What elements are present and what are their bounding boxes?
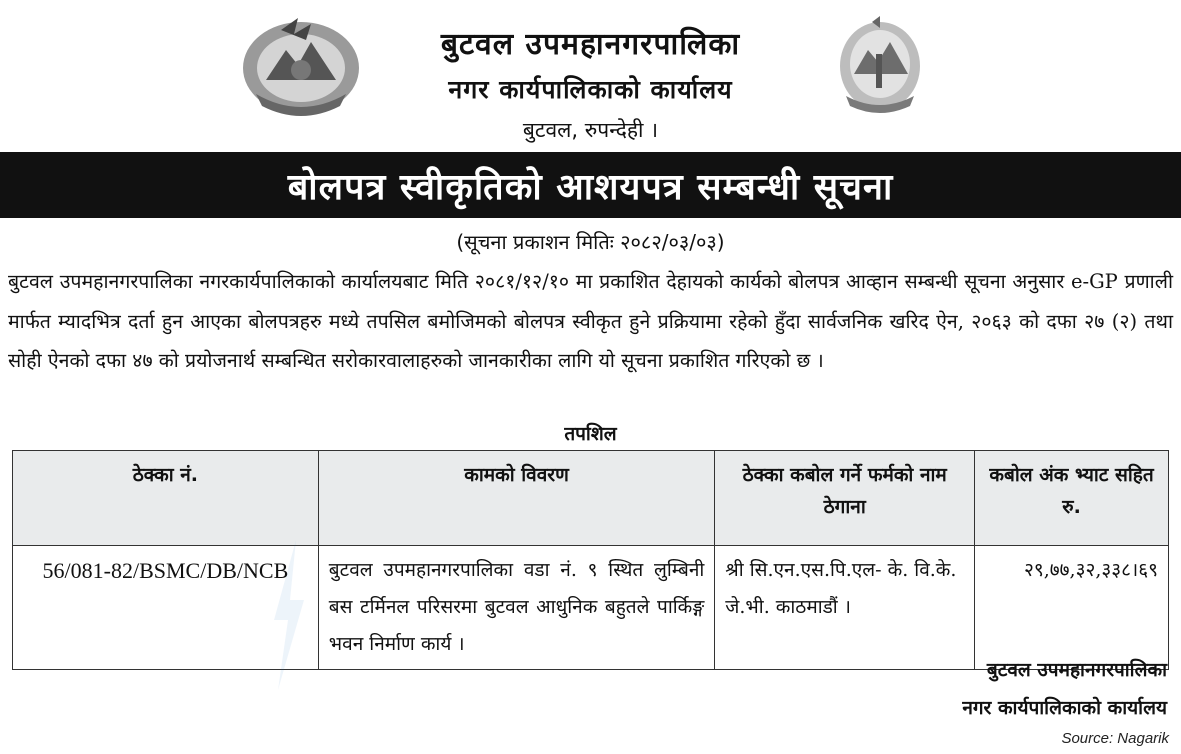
signature-office-name: नगर कार्यपालिकाको कार्यालय: [962, 697, 1167, 719]
table-heading: तपशिल: [564, 423, 617, 445]
column-header: ठेक्का नं.: [13, 451, 319, 546]
source-credit: Source: Nagarik: [1061, 730, 1169, 747]
contract-table: [12, 450, 1169, 670]
office-address: बुटवल, रुपन्देही ।: [522, 118, 659, 142]
office-name: नगर कार्यपालिकाको कार्यालय: [448, 75, 733, 104]
column-header: कामको विवरण: [318, 451, 715, 546]
publish-date: (सूचना प्रकाशन मितिः २०८२/०३/०३): [456, 230, 725, 254]
firm-name-address: श्री सि.एन.एस.पि.एल- के. वि.के. जे.भी. काठमाडौं ।: [715, 546, 975, 670]
signature-org-name: बुटवल उपमहानगरपालिका: [986, 659, 1167, 681]
work-description: बुटवल उपमहानगरपालिका वडा नं. ९ स्थित लुम्बिनी बस टर्मिनल परिसरमा बुटवल आधुनिक बहुतले पार्किङ्ग भवन निर्माण कार्य ।: [318, 546, 715, 670]
contract-number: 56/081-82/BSMC/DB/NCB: [13, 546, 319, 670]
municipality-logo-icon: [836, 14, 924, 114]
table-header-row: [13, 451, 1169, 546]
column-header: कबोल अंक भ्याट सहित रु.: [975, 451, 1169, 546]
watermark-bolt-icon: [268, 540, 308, 690]
column-header: ठेक्का कबोल गर्ने फर्मको नाम ठेगाना: [715, 451, 975, 546]
table-row: [13, 546, 1169, 670]
notice-title: बोलपत्र स्वीकृतिको आशयपत्र सम्बन्धी सूचना: [287, 166, 894, 208]
bid-amount: २९,७७,३२,३३८।६९: [975, 546, 1169, 670]
notice-title-banner: [0, 152, 1181, 218]
org-name: बुटवल उपमहानगरपालिका: [440, 27, 741, 62]
notice-body: बुटवल उपमहानगरपालिका नगरकार्यपालिकाको कार्यालयबाट मिति २०८१/१२/१० मा प्रकाशित देहायको कार्यको बोलपत्र आव्हान सम्बन्धी सूचना अनुसार e-GP प्रणाली मार्फत म्यादभित्र दर्ता हुन आएका बोलपत्रहरु मध्ये तपसिल बमोजिमको बोलपत्र स्वीकृत हुने प्रक्रियामा रहेको हुँदा सार्वजनिक खरिद ऐन, २०६३ को दफा २७ (२) तथा सोही ऐनको दफा ४७ को प्रयोजनार्थ सम्बन्धित सरोकारवालाहरुको जानकारीका लागि यो सूचना प्रकाशित गरिएको छ ।: [8, 270, 1173, 372]
